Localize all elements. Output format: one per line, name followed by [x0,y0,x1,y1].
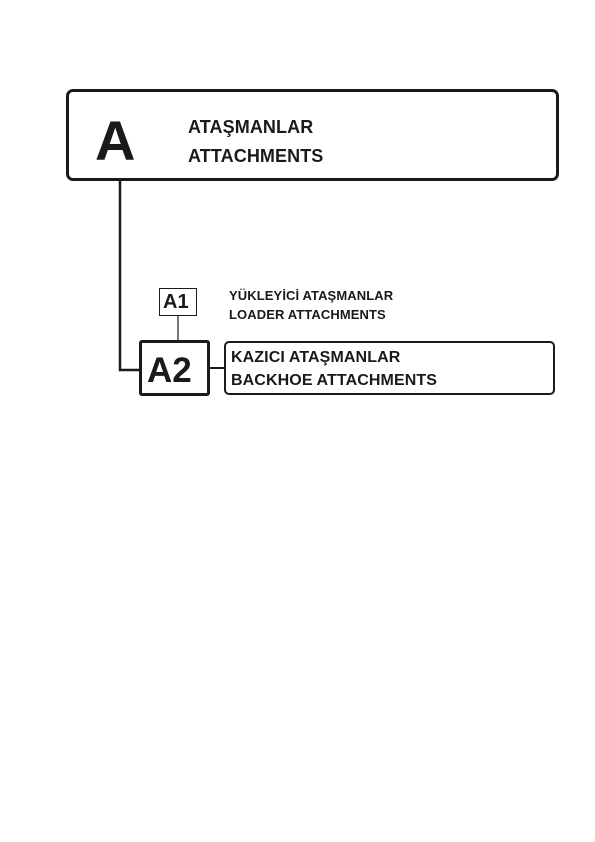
connector-a-to-a2 [120,180,140,370]
item-a2-label-box[interactable] [224,341,555,395]
item-a1-title-tr[interactable]: YÜKLEYİCİ ATAŞMANLAR [229,288,394,303]
section-a-code: A [95,109,136,172]
item-a2-title-tr: KAZICI ATAŞMANLAR [231,349,401,366]
item-a2-code-box[interactable] [139,340,210,396]
item-a1-title-en[interactable]: LOADER ATTACHMENTS [229,307,386,322]
item-a1-code: A1 [163,291,189,313]
section-a-title-en: ATTACHMENTS [188,146,324,166]
section-a-box[interactable] [66,89,559,181]
item-a1-code-box[interactable] [159,288,197,316]
section-a-title-tr: ATAŞMANLAR [188,117,314,137]
item-a2-code: A2 [147,351,192,390]
item-a2-title-en: BACKHOE ATTACHMENTS [231,372,438,389]
